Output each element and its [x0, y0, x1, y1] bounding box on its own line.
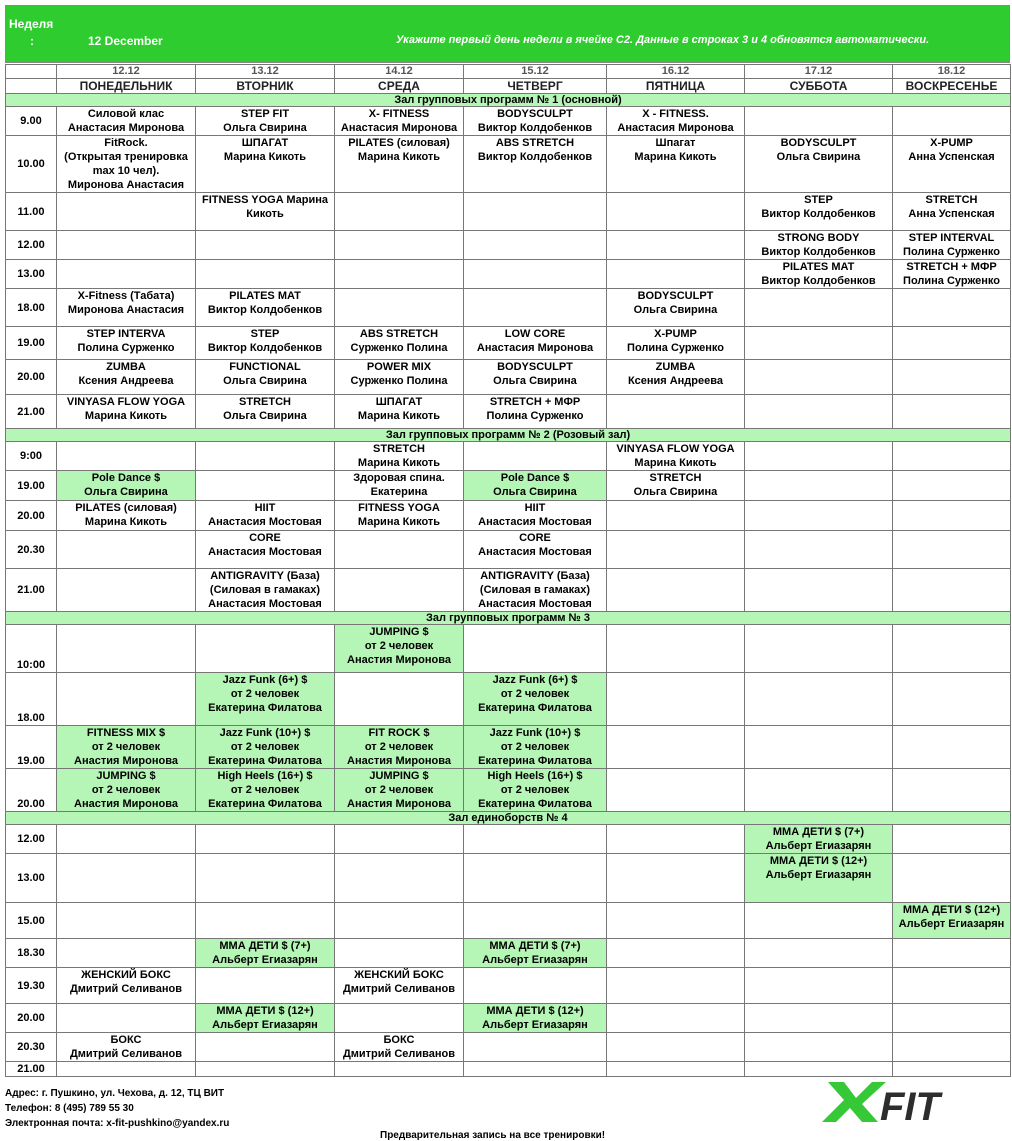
empty-cell — [196, 854, 335, 903]
empty-cell — [335, 673, 464, 726]
corner-cell — [6, 79, 57, 94]
class-cell[interactable]: JUMPING $ от 2 человек Анастия Миронова — [335, 625, 464, 673]
time-cell: 11.00 — [6, 193, 57, 231]
empty-cell — [893, 501, 1011, 531]
class-cell[interactable]: FUNCTIONAL Ольга Свирина — [196, 360, 335, 395]
empty-cell — [57, 673, 196, 726]
class-cell[interactable]: STEP Виктор Колдобенков — [745, 193, 893, 231]
empty-cell — [607, 939, 745, 968]
schedule-row — [6, 726, 1011, 769]
empty-cell — [57, 903, 196, 939]
week-start-date[interactable]: 12 December — [88, 34, 163, 48]
empty-cell — [607, 395, 745, 429]
schedule-row — [6, 531, 1011, 569]
class-cell[interactable]: ZUMBA Ксения Андреева — [607, 360, 745, 395]
empty-cell — [196, 903, 335, 939]
schedule-row — [6, 136, 1011, 193]
class-cell[interactable]: ММА ДЕТИ $ (7+) Альберт Егиазарян — [464, 939, 607, 968]
day-date: 16.12 — [607, 65, 745, 79]
class-cell[interactable]: STRETCH Анна Успенская — [893, 193, 1011, 231]
empty-cell — [745, 939, 893, 968]
class-cell[interactable]: VINYASA FLOW YOGA Марина Кикоть — [57, 395, 196, 429]
empty-cell — [464, 825, 607, 854]
empty-cell — [57, 260, 196, 289]
empty-cell — [745, 968, 893, 1004]
empty-cell — [196, 260, 335, 289]
schedule-row — [6, 471, 1011, 501]
empty-cell — [57, 939, 196, 968]
empty-cell — [893, 569, 1011, 612]
empty-cell — [893, 289, 1011, 327]
day-names-row — [6, 79, 1011, 94]
empty-cell — [607, 260, 745, 289]
empty-cell — [893, 395, 1011, 429]
empty-cell — [464, 193, 607, 231]
empty-cell — [745, 569, 893, 612]
empty-cell — [745, 1033, 893, 1062]
day-name: ПЯТНИЦА — [607, 79, 745, 94]
empty-cell — [745, 107, 893, 136]
class-cell[interactable]: X- FITNESS Анастасия Миронова — [335, 107, 464, 136]
class-cell[interactable]: PILATES (силовая) Марина Кикоть — [335, 136, 464, 193]
day-name: СУББОТА — [745, 79, 893, 94]
empty-cell — [745, 625, 893, 673]
schedule-row — [6, 903, 1011, 939]
empty-cell — [745, 769, 893, 812]
class-cell[interactable]: HIIT Анастасия Мостовая — [464, 501, 607, 531]
day-name: ВОСКРЕСЕНЬЕ — [893, 79, 1011, 94]
empty-cell — [57, 825, 196, 854]
section-row — [6, 612, 1011, 625]
empty-cell — [745, 471, 893, 501]
time-cell: 10.00 — [6, 136, 57, 193]
empty-cell — [196, 231, 335, 260]
empty-cell — [464, 854, 607, 903]
schedule-row — [6, 1004, 1011, 1033]
class-cell[interactable]: BODYSCULPT Ольга Свирина — [464, 360, 607, 395]
empty-cell — [893, 107, 1011, 136]
section-title: Зал групповых программ № 2 (Розовый зал) — [6, 429, 1011, 442]
time-cell: 10:00 — [6, 625, 57, 673]
class-cell[interactable]: PILATES (силовая) Марина Кикоть — [57, 501, 196, 531]
empty-cell — [893, 442, 1011, 471]
class-cell[interactable]: ЖЕНСКИЙ БОКС Дмитрий Селиванов — [335, 968, 464, 1004]
class-cell[interactable]: ММА ДЕТИ $ (7+) Альберт Егиазарян — [196, 939, 335, 968]
class-cell[interactable]: STRETCH + МФР Полина Сурженко — [464, 395, 607, 429]
empty-cell — [745, 360, 893, 395]
class-cell[interactable]: Здоровая спина. Екатерина — [335, 471, 464, 501]
class-cell[interactable]: STRETCH Ольга Свирина — [196, 395, 335, 429]
class-cell[interactable]: Pole Dance $ Ольга Свирина — [464, 471, 607, 501]
class-cell[interactable]: ABS STRETCH Сурженко Полина — [335, 327, 464, 360]
logo-x-mark — [822, 1082, 886, 1122]
empty-cell — [464, 260, 607, 289]
time-cell: 20.00 — [6, 1004, 57, 1033]
class-cell[interactable]: STRONG BODY Виктор Колдобенков — [745, 231, 893, 260]
empty-cell — [745, 327, 893, 360]
empty-cell — [57, 531, 196, 569]
empty-cell — [607, 1062, 745, 1077]
dates-row — [6, 65, 1011, 79]
footer-address: Адрес: г. Пушкино, ул. Чехова, д. 12, ТЦ ВИТ — [5, 1088, 225, 1099]
time-cell: 12.00 — [6, 825, 57, 854]
empty-cell — [607, 569, 745, 612]
empty-cell — [607, 769, 745, 812]
empty-cell — [335, 903, 464, 939]
schedule-row — [6, 1033, 1011, 1062]
day-date: 13.12 — [196, 65, 335, 79]
xfit-logo — [820, 1078, 960, 1124]
class-cell[interactable]: БОКС Дмитрий Селиванов — [335, 1033, 464, 1062]
empty-cell — [607, 825, 745, 854]
schedule-row — [6, 327, 1011, 360]
class-cell[interactable]: X-PUMP Анна Успенская — [893, 136, 1011, 193]
day-date: 15.12 — [464, 65, 607, 79]
empty-cell — [607, 531, 745, 569]
schedule-table — [5, 64, 1011, 1077]
class-cell[interactable]: STEP Виктор Колдобенков — [196, 327, 335, 360]
time-cell: 20.30 — [6, 531, 57, 569]
footer-phone: Телефон: 8 (495) 789 55 30 — [5, 1103, 134, 1114]
day-date: 12.12 — [57, 65, 196, 79]
day-name: ПОНЕДЕЛЬНИК — [57, 79, 196, 94]
time-cell: 19.00 — [6, 471, 57, 501]
section-row — [6, 812, 1011, 825]
empty-cell — [335, 260, 464, 289]
class-cell[interactable]: STRETCH + МФР Полина Сурженко — [893, 260, 1011, 289]
schedule-row — [6, 569, 1011, 612]
schedule-row — [6, 360, 1011, 395]
empty-cell — [745, 1062, 893, 1077]
empty-cell — [893, 360, 1011, 395]
class-cell[interactable]: VINYASA FLOW YOGA Марина Кикоть — [607, 442, 745, 471]
empty-cell — [893, 1062, 1011, 1077]
empty-cell — [335, 854, 464, 903]
section-row — [6, 94, 1011, 107]
section-row — [6, 429, 1011, 442]
day-date: 14.12 — [335, 65, 464, 79]
time-cell: 20.00 — [6, 769, 57, 812]
class-cell[interactable]: ММА ДЕТИ $ (12+) Альберт Егиазарян — [196, 1004, 335, 1033]
class-cell[interactable]: Jazz Funk (6+) $ от 2 человек Екатерина Филатова — [464, 673, 607, 726]
empty-cell — [196, 825, 335, 854]
class-cell[interactable]: Jazz Funk (10+) $ от 2 человек Екатерина Филатова — [196, 726, 335, 769]
empty-cell — [464, 625, 607, 673]
section-title: Зал групповых программ № 1 (основной) — [6, 94, 1011, 107]
empty-cell — [893, 471, 1011, 501]
empty-cell — [335, 193, 464, 231]
empty-cell — [196, 1033, 335, 1062]
time-cell: 19.30 — [6, 968, 57, 1004]
schedule-row — [6, 501, 1011, 531]
class-cell[interactable]: STEP INTERVAL Полина Сурженко — [893, 231, 1011, 260]
class-cell[interactable]: BODYSCULPT Ольга Свирина — [745, 136, 893, 193]
time-cell: 20.00 — [6, 360, 57, 395]
schedule-row — [6, 673, 1011, 726]
time-cell: 20.30 — [6, 1033, 57, 1062]
class-cell[interactable]: ММА ДЕТИ $ (12+) Альберт Егиазарян — [464, 1004, 607, 1033]
time-cell: 20.00 — [6, 501, 57, 531]
class-cell[interactable]: FITNESS MIX $ от 2 человек Анастия Миронова — [57, 726, 196, 769]
class-cell[interactable]: LOW CORE Анастасия Миронова — [464, 327, 607, 360]
empty-cell — [745, 673, 893, 726]
empty-cell — [335, 1004, 464, 1033]
footer-email[interactable]: Электронная почта: x-fit-pushkino@yandex.ru — [5, 1118, 230, 1129]
schedule-row — [6, 289, 1011, 327]
empty-cell — [893, 769, 1011, 812]
class-cell[interactable]: ММА ДЕТИ $ (12+) Альберт Егиазарян — [745, 854, 893, 903]
time-cell: 12.00 — [6, 231, 57, 260]
empty-cell — [57, 231, 196, 260]
class-cell[interactable]: HIIT Анастасия Мостовая — [196, 501, 335, 531]
time-cell: 21.00 — [6, 1062, 57, 1077]
schedule-row — [6, 939, 1011, 968]
empty-cell — [335, 569, 464, 612]
time-cell: 15.00 — [6, 903, 57, 939]
empty-cell — [893, 673, 1011, 726]
empty-cell — [196, 968, 335, 1004]
empty-cell — [745, 395, 893, 429]
empty-cell — [335, 531, 464, 569]
class-cell[interactable]: STRETCH Ольга Свирина — [607, 471, 745, 501]
empty-cell — [196, 442, 335, 471]
empty-cell — [893, 327, 1011, 360]
time-cell: 13.00 — [6, 854, 57, 903]
day-date: 18.12 — [893, 65, 1011, 79]
class-cell[interactable]: БОКС Дмитрий Селиванов — [57, 1033, 196, 1062]
class-cell[interactable]: JUMPING $ от 2 человек Анастия Миронова — [335, 769, 464, 812]
empty-cell — [464, 1033, 607, 1062]
class-cell[interactable]: X-PUMP Полина Сурженко — [607, 327, 745, 360]
empty-cell — [57, 1004, 196, 1033]
class-cell[interactable]: CORE Анастасия Мостовая — [464, 531, 607, 569]
class-cell[interactable]: PILATES MAT Виктор Колдобенков — [745, 260, 893, 289]
empty-cell — [893, 968, 1011, 1004]
empty-cell — [464, 231, 607, 260]
time-cell: 9.00 — [6, 107, 57, 136]
empty-cell — [335, 939, 464, 968]
empty-cell — [335, 1062, 464, 1077]
empty-cell — [57, 1062, 196, 1077]
class-cell[interactable]: Силовой клас Анастасия Миронова — [57, 107, 196, 136]
empty-cell — [335, 825, 464, 854]
empty-cell — [464, 442, 607, 471]
empty-cell — [335, 231, 464, 260]
footer-note: Предварительная запись на все тренировки! — [380, 1130, 606, 1141]
empty-cell — [893, 939, 1011, 968]
empty-cell — [745, 442, 893, 471]
class-cell[interactable]: High Heels (16+) $ от 2 человек Екатерина Филатова — [196, 769, 335, 812]
class-cell[interactable]: BODYSCULPT Ольга Свирина — [607, 289, 745, 327]
empty-cell — [464, 968, 607, 1004]
class-cell[interactable]: ШПАГАТ Марина Кикоть — [196, 136, 335, 193]
schedule-row — [6, 193, 1011, 231]
empty-cell — [464, 289, 607, 327]
schedule-row — [6, 442, 1011, 471]
time-cell: 19.00 — [6, 327, 57, 360]
class-cell[interactable]: POWER MIX Сурженко Полина — [335, 360, 464, 395]
empty-cell — [464, 903, 607, 939]
day-name: ВТОРНИК — [196, 79, 335, 94]
empty-cell — [745, 1004, 893, 1033]
class-cell[interactable]: ШПАГАТ Марина Кикоть — [335, 395, 464, 429]
time-cell: 21.00 — [6, 569, 57, 612]
class-cell[interactable]: FitRock. (Открытая тренировка max 10 чел). Миронова Анастасия — [57, 136, 196, 193]
class-cell[interactable]: FIT ROCK $ от 2 человек Анастия Миронова — [335, 726, 464, 769]
empty-cell — [745, 289, 893, 327]
empty-cell — [893, 625, 1011, 673]
class-cell[interactable]: ZUMBA Ксения Андреева — [57, 360, 196, 395]
class-cell[interactable]: Pole Dance $ Ольга Свирина — [57, 471, 196, 501]
time-cell: 9:00 — [6, 442, 57, 471]
empty-cell — [607, 726, 745, 769]
class-cell[interactable]: High Heels (16+) $ от 2 человек Екатерина Филатова — [464, 769, 607, 812]
class-cell[interactable]: X - FITNESS. Анастасия Миронова — [607, 107, 745, 136]
empty-cell — [893, 854, 1011, 903]
schedule-row — [6, 107, 1011, 136]
class-cell[interactable]: FITNESS YOGA Марина Кикоть — [335, 501, 464, 531]
empty-cell — [745, 531, 893, 569]
time-cell: 18.00 — [6, 289, 57, 327]
schedule-row — [6, 625, 1011, 673]
instruction-text: Укажите первый день недели в ячейке C2. Данные в строках 3 и 4 обновятся автоматически. — [396, 34, 930, 46]
empty-cell — [607, 673, 745, 726]
class-cell[interactable]: ABS STRETCH Виктор Колдобенков — [464, 136, 607, 193]
day-date: 17.12 — [745, 65, 893, 79]
time-cell: 21.00 — [6, 395, 57, 429]
schedule-row — [6, 395, 1011, 429]
time-cell: 18.00 — [6, 673, 57, 726]
day-name: ЧЕТВЕРГ — [464, 79, 607, 94]
header-bar — [5, 5, 1010, 63]
empty-cell — [893, 825, 1011, 854]
section-title: Зал единоборств № 4 — [6, 812, 1011, 825]
time-cell: 19.00 — [6, 726, 57, 769]
empty-cell — [57, 442, 196, 471]
empty-cell — [607, 903, 745, 939]
time-cell: 18.30 — [6, 939, 57, 968]
class-cell[interactable]: STEP FIT Ольга Свирина — [196, 107, 335, 136]
section-title: Зал групповых программ № 3 — [6, 612, 1011, 625]
empty-cell — [57, 569, 196, 612]
empty-cell — [57, 625, 196, 673]
logo-text: FIT — [880, 1085, 940, 1124]
schedule-row — [6, 854, 1011, 903]
schedule-row — [6, 968, 1011, 1004]
class-cell[interactable]: FITNESS YOGA Марина Кикоть — [196, 193, 335, 231]
schedule-row — [6, 1062, 1011, 1077]
class-cell[interactable]: ЖЕНСКИЙ БОКС Дмитрий Селиванов — [57, 968, 196, 1004]
class-cell[interactable]: ANTIGRAVITY (База) (Силовая в гамаках) Анастасия Мостовая — [464, 569, 607, 612]
class-cell[interactable]: Шпагат Марина Кикоть — [607, 136, 745, 193]
empty-cell — [893, 726, 1011, 769]
class-cell[interactable]: ММА ДЕТИ $ (7+) Альберт Егиазарян — [745, 825, 893, 854]
class-cell[interactable]: STEP INTERVA Полина Сурженко — [57, 327, 196, 360]
empty-cell — [607, 625, 745, 673]
empty-cell — [607, 501, 745, 531]
empty-cell — [464, 1062, 607, 1077]
class-cell[interactable]: BODYSCULPT Виктор Колдобенков — [464, 107, 607, 136]
schedule-row — [6, 769, 1011, 812]
class-cell[interactable]: ММА ДЕТИ $ (12+) Альберт Егиазарян — [893, 903, 1011, 939]
empty-cell — [196, 471, 335, 501]
class-cell[interactable]: PILATES MAT Виктор Колдобенков — [196, 289, 335, 327]
empty-cell — [607, 1033, 745, 1062]
class-cell[interactable]: ANTIGRAVITY (База) (Силовая в гамаках) Анастасия Мостовая — [196, 569, 335, 612]
empty-cell — [607, 231, 745, 260]
empty-cell — [607, 968, 745, 1004]
class-cell[interactable]: CORE Анастасия Мостовая — [196, 531, 335, 569]
empty-cell — [893, 1033, 1011, 1062]
empty-cell — [745, 903, 893, 939]
schedule-row — [6, 260, 1011, 289]
empty-cell — [196, 625, 335, 673]
empty-cell — [57, 854, 196, 903]
time-cell: 13.00 — [6, 260, 57, 289]
week-colon: : — [30, 34, 34, 48]
empty-cell — [196, 1062, 335, 1077]
empty-cell — [893, 531, 1011, 569]
empty-cell — [57, 193, 196, 231]
class-cell[interactable]: Jazz Funk (10+) $ от 2 человек Екатерина Филатова — [464, 726, 607, 769]
class-cell[interactable]: JUMPING $ от 2 человек Анастия Миронова — [57, 769, 196, 812]
empty-cell — [335, 289, 464, 327]
day-name: СРЕДА — [335, 79, 464, 94]
class-cell[interactable]: Jazz Funk (6+) $ от 2 человек Екатерина Филатова — [196, 673, 335, 726]
empty-cell — [745, 726, 893, 769]
corner-cell — [6, 65, 57, 79]
schedule-row — [6, 231, 1011, 260]
class-cell[interactable]: STRETCH Марина Кикоть — [335, 442, 464, 471]
empty-cell — [607, 854, 745, 903]
class-cell[interactable]: X-Fitness (Табата) Миронова Анастасия — [57, 289, 196, 327]
week-label: Неделя — [9, 17, 54, 31]
empty-cell — [745, 501, 893, 531]
schedule-row — [6, 825, 1011, 854]
empty-cell — [607, 1004, 745, 1033]
empty-cell — [607, 193, 745, 231]
empty-cell — [893, 1004, 1011, 1033]
